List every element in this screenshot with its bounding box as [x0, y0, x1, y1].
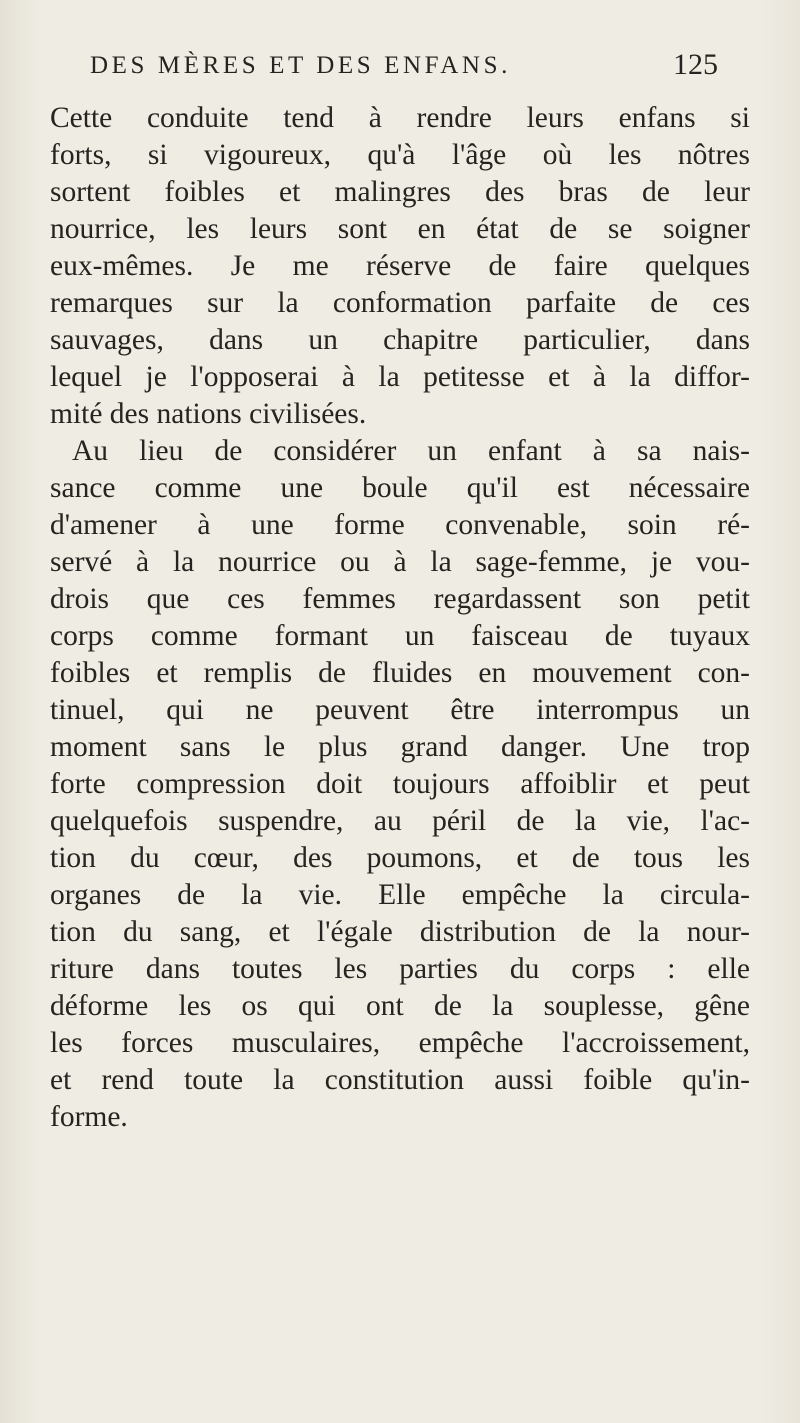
- text-line: forte compression doit toujours affoiblir et peut: [50, 768, 750, 800]
- text-line: d'amener à une forme convenable, soin ré-: [50, 509, 750, 541]
- text-line: forts, si vigoureux, qu'à l'âge où les nôtres: [50, 139, 750, 171]
- text-line: sortent foibles et malingres des bras de leur: [50, 176, 750, 208]
- text-line: lequel je l'opposerai à la petitesse et à la diffor-: [50, 361, 750, 393]
- text-line: sance comme une boule qu'il est nécessaire: [50, 472, 750, 504]
- text-line: sauvages, dans un chapitre particulier, dans: [50, 324, 750, 356]
- text-line: nourrice, les leurs sont en état de se soigner: [50, 213, 750, 245]
- running-title: DES MÈRES ET DES ENFANS.: [90, 52, 511, 79]
- text-line: Au lieu de considérer un enfant à sa nais-: [72, 435, 750, 467]
- text-line: foibles et remplis de fluides en mouvement con-: [50, 657, 750, 689]
- body-text: [50, 100, 750, 1136]
- text-line: tion du cœur, des poumons, et de tous les: [50, 842, 750, 874]
- text-line: et rend toute la constitution aussi foible qu'in-: [50, 1064, 750, 1096]
- text-line: les forces musculaires, empêche l'accroissement,: [50, 1027, 750, 1059]
- text-line: drois que ces femmes regardassent son petit: [50, 583, 750, 615]
- text-line: servé à la nourrice ou à la sage-femme, je vou-: [50, 546, 750, 578]
- text-line: riture dans toutes les parties du corps : elle: [50, 953, 750, 985]
- text-line: remarques sur la conformation parfaite de ces: [50, 287, 750, 319]
- page-number: 125: [673, 48, 718, 81]
- text-line: Cette conduite tend à rendre leurs enfans si: [50, 102, 750, 134]
- text-line: eux-mêmes. Je me réserve de faire quelques: [50, 250, 750, 282]
- text-line: tinuel, qui ne peuvent être interrompus un: [50, 694, 750, 726]
- text-line: quelquefois suspendre, au péril de la vie, l'ac-: [50, 805, 750, 837]
- text-line: mité des nations civilisées.: [50, 398, 367, 430]
- running-head: [90, 48, 718, 92]
- text-line: déforme les os qui ont de la souplesse, gêne: [50, 990, 750, 1022]
- text-line: tion du sang, et l'égale distribution de la nour-: [50, 916, 750, 948]
- text-line: moment sans le plus grand danger. Une trop: [50, 731, 750, 763]
- text-line: forme.: [50, 1101, 128, 1133]
- text-line: organes de la vie. Elle empêche la circula-: [50, 879, 750, 911]
- text-line: corps comme formant un faisceau de tuyaux: [50, 620, 750, 652]
